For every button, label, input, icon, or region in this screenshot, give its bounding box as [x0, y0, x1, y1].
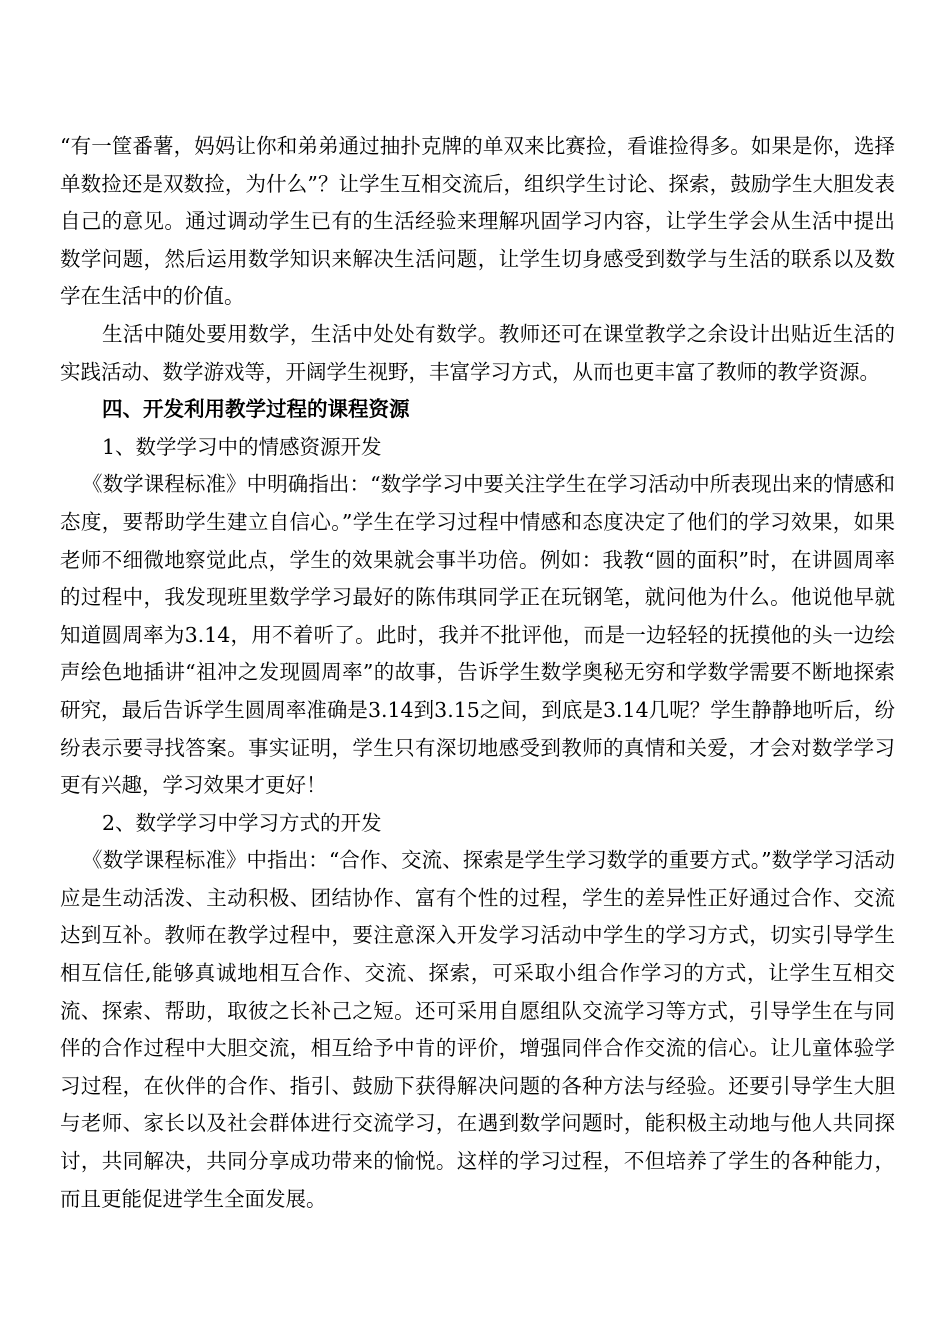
subsection-heading-learning-methods: 2、数学学习中学习方式的开发	[102, 810, 382, 835]
paragraph-learning-methods: 《数学课程标准》中指出：“合作、交流、探索是学生学习数学的重要方式。”数学学习活动应是生动活泼、主动积极、团结协作、富有个性的过程，学生的差异性正好通过合作、交流达到互补。教师在教学过程中，要注意深入开发学习活动中学生的学习方式，切实引导学生相互信任,能够真诚地相互合作、交流、探索，可采取小组合作学习的方式，让学生互相交流、探索、帮助，取彼之长补己之短。还可采用自愿组队交流学习等方式，引导学生在与同伴的合作过程中大胆交流，相互给予中肯的评价，增强同伴合作交流的信心。让儿童体验学习过程，在伙伴的合作、指引、鼓励下获得解决问题的各种方法与经验。还要引导学生大胆与老师、家长以及社会群体进行交流学习，在遇到数学问题时，能积极主动地与他人共同探讨，共同解决，共同分享成功带来的愉悦。这样的学习过程，不但培养了学生的各种能力，而且更能促进学生全面发展。	[60, 848, 895, 1211]
paragraph-sweet-potato-example: “有一筐番薯，妈妈让你和弟弟通过抽扑克牌的单双来比赛捡，看谁捡得多。如果是你，选择单数捡还是双数捡，为什么”？让学生互相交流后，组织学生讨论、探索，鼓励学生大胆发表自己的意见。通过调动学生已有的生活经验来理解巩固学习内容，让学生学会从生活中提出数学问题，然后运用数学知识来解决生活问题，让学生切身感受到数学与生活的联系以及数学在生活中的价值。	[60, 134, 895, 309]
document-body	[60, 128, 895, 1218]
section-heading: 四、开发利用教学过程的课程资源	[102, 397, 410, 422]
paragraph-math-in-life: 生活中随处要用数学，生活中处处有数学。教师还可在课堂教学之余设计出贴近生活的实践活动、数学游戏等，开阔学生视野，丰富学习方式，从而也更丰富了教师的教学资源。	[60, 321, 895, 384]
subsection-heading-emotional-resources: 1、数学学习中的情感资源开发	[102, 434, 382, 459]
paragraph-emotional-resources: 《数学课程标准》中明确指出：“数学学习中要关注学生在学习活动中所表现出来的情感和态度，要帮助学生建立自信心。”学生在学习过程中情感和态度决定了他们的学习效果，如果老师不细微地察觉此点，学生的效果就会事半功倍。例如：我教“圆的面积”时，在讲圆周率的过程中，我发现班里数学学习最好的陈伟琪同学正在玩钢笔，就问他为什么。他说他早就知道圆周率为3.14，用不着听了。此时，我并不批评他，而是一边轻轻的抚摸他的头一边绘声绘色地插讲“祖冲之发现圆周率”的故事，告诉学生数学奥秘无穷和学数学需要不断地探索研究，最后告诉学生圆周率准确是3.14到3.15之间，到底是3.14几呢？学生静静地听后，纷纷表示要寻找答案。事实证明，学生只有深切地感受到教师的真情和关爱，才会对数学学习更有兴趣，学习效果才更好！	[60, 472, 895, 798]
